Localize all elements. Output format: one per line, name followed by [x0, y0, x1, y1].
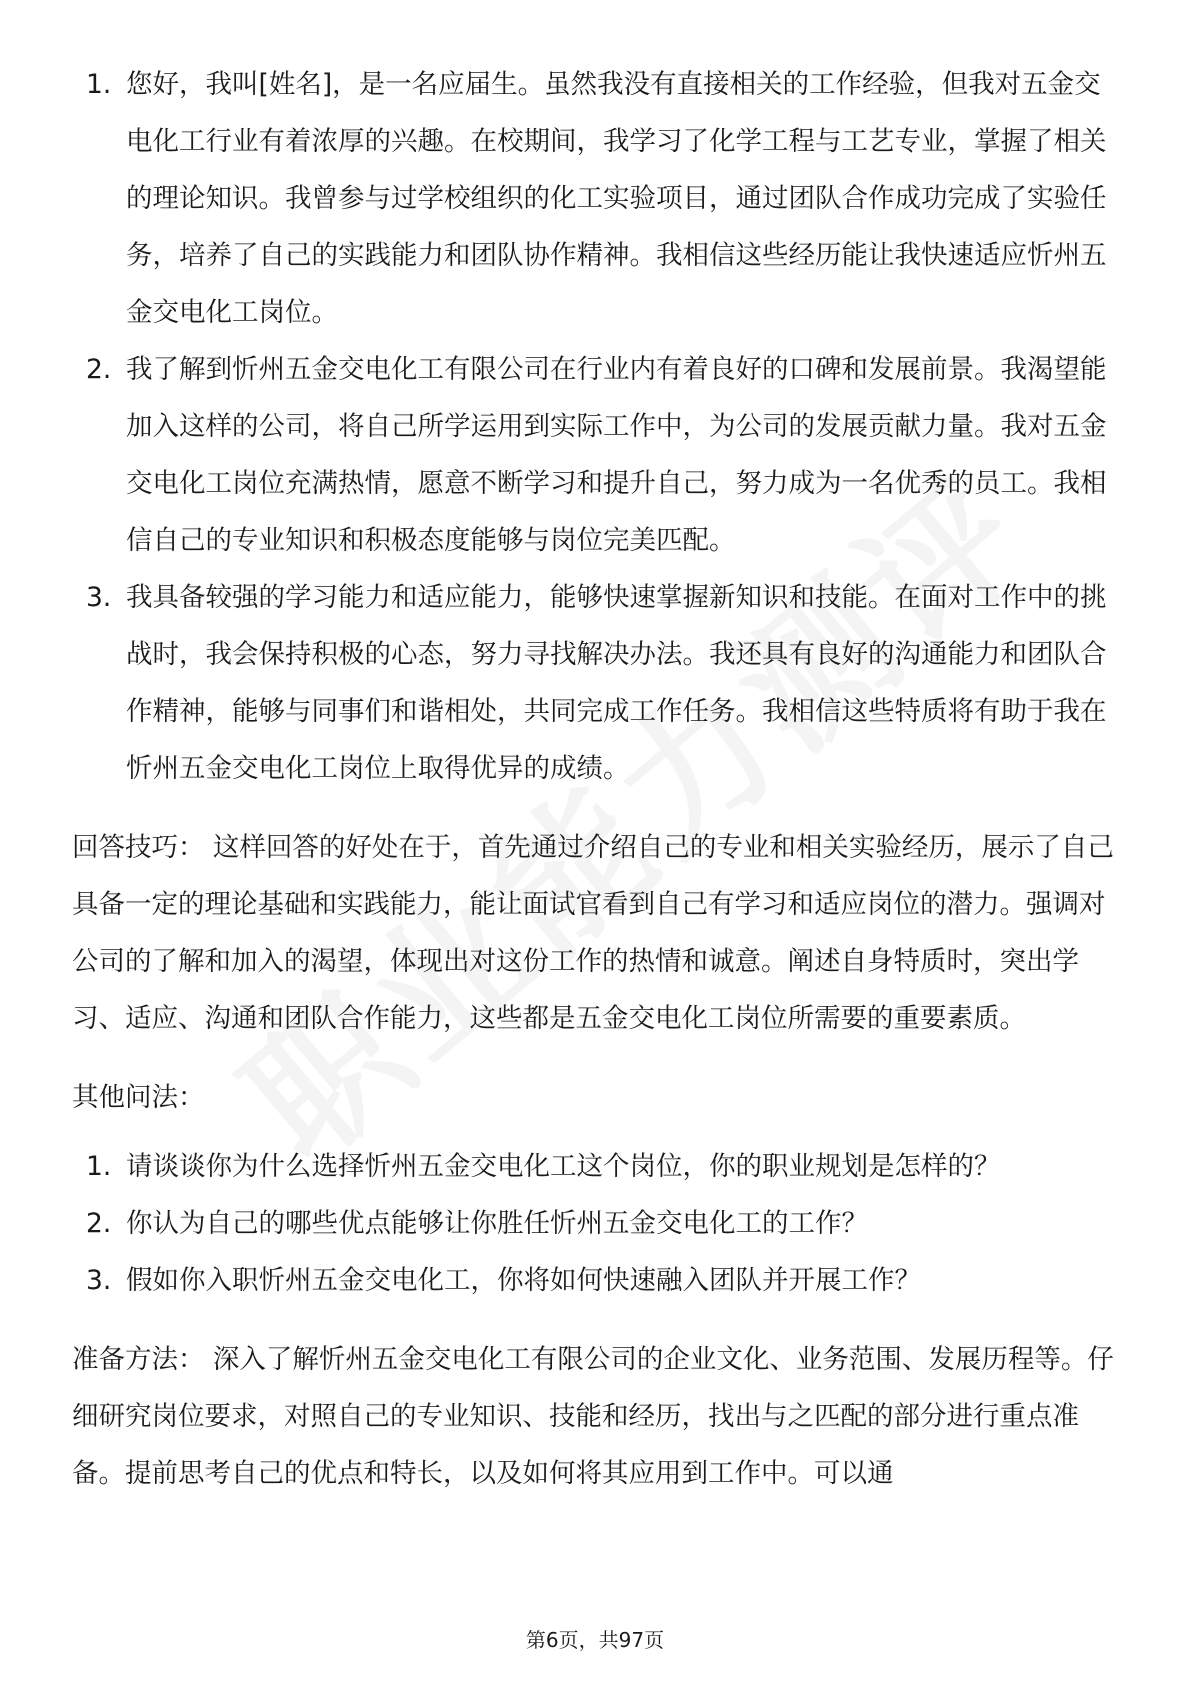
answer-tips: 回答技巧： 这样回答的好处在于，首先通过介绍自己的专业和相关实验经历，展示了自己具备一定的理论基础和实践能力，能让面试官看到自己有学习和适应岗位的潜力。强调对公司的了解和加入的渴望，体现出对这份工作的热情和诚意。阐述自身特质时，突出学习、适应、沟通和团队合作能力，这些都是五金交电化工岗位所需要的重要素质。: [72, 832, 1114, 1034]
list-item-text: 你认为自己的哪些优点能够让你胜任忻州五金交电化工的工作？: [126, 1208, 868, 1239]
list-item: [72, 1195, 1122, 1252]
other-questions-title: 其他问法：: [72, 1082, 205, 1113]
list-item-text: 我了解到忻州五金交电化工有限公司在行业内有着良好的口碑和发展前景。我渴望能加入这样的公司，将自己所学运用到实际工作中，为公司的发展贡献力量。我对五金交电化工岗位充满热情，愿意不断学习和提升自己，努力成为一名优秀的员工。我相信自己的专业知识和积极态度能够与岗位完美匹配。: [126, 354, 1107, 556]
list-item: [72, 56, 1122, 341]
list-number: 2.: [86, 354, 112, 385]
list-item: [72, 1252, 1122, 1309]
list-item: [72, 569, 1122, 797]
document-body: [72, 56, 1122, 1502]
list-item: [72, 341, 1122, 569]
list-number: 1.: [86, 1151, 112, 1182]
list-item-text: 您好，我叫[姓名]，是一名应届生。虽然我没有直接相关的工作经验，但我对五金交电化工行业有着浓厚的兴趣。在校期间，我学习了化学工程与工艺专业，掌握了相关的理论知识。我曾参与过学校组织的化工实验项目，通过团队合作成功完成了实验任务，培养了自己的实践能力和团队协作精神。我相信这些经历能让我快速适应忻州五金交电化工岗位。: [126, 69, 1107, 328]
list-number: 2.: [86, 1208, 112, 1239]
list-item-text: 假如你入职忻州五金交电化工，你将如何快速融入团队并开展工作？: [126, 1265, 921, 1296]
page-footer: 第6页，共97页: [525, 1628, 665, 1652]
list-number: 3.: [86, 582, 112, 613]
answer-list: [72, 56, 1122, 797]
list-item-text: 请谈谈你为什么选择忻州五金交电化工这个岗位，你的职业规划是怎样的？: [126, 1151, 1001, 1182]
preparation-method: 准备方法： 深入了解忻州五金交电化工有限公司的企业文化、业务范围、发展历程等。仔细研究岗位要求，对照自己的专业知识、技能和经历，找出与之匹配的部分进行重点准备。提前思考自己的优点和特长，以及如何将其应用到工作中。可以通: [72, 1344, 1114, 1489]
other-questions-list: [72, 1138, 1122, 1309]
list-number: 1.: [86, 69, 112, 100]
list-item-text: 我具备较强的学习能力和适应能力，能够快速掌握新知识和技能。在面对工作中的挑战时，我会保持积极的心态，努力寻找解决办法。我还具有良好的沟通能力和团队合作精神，能够与同事们和谐相处，共同完成工作任务。我相信这些特质将有助于我在忻州五金交电化工岗位上取得优异的成绩。: [126, 582, 1107, 784]
list-number: 3.: [86, 1265, 112, 1296]
list-item: [72, 1138, 1122, 1195]
